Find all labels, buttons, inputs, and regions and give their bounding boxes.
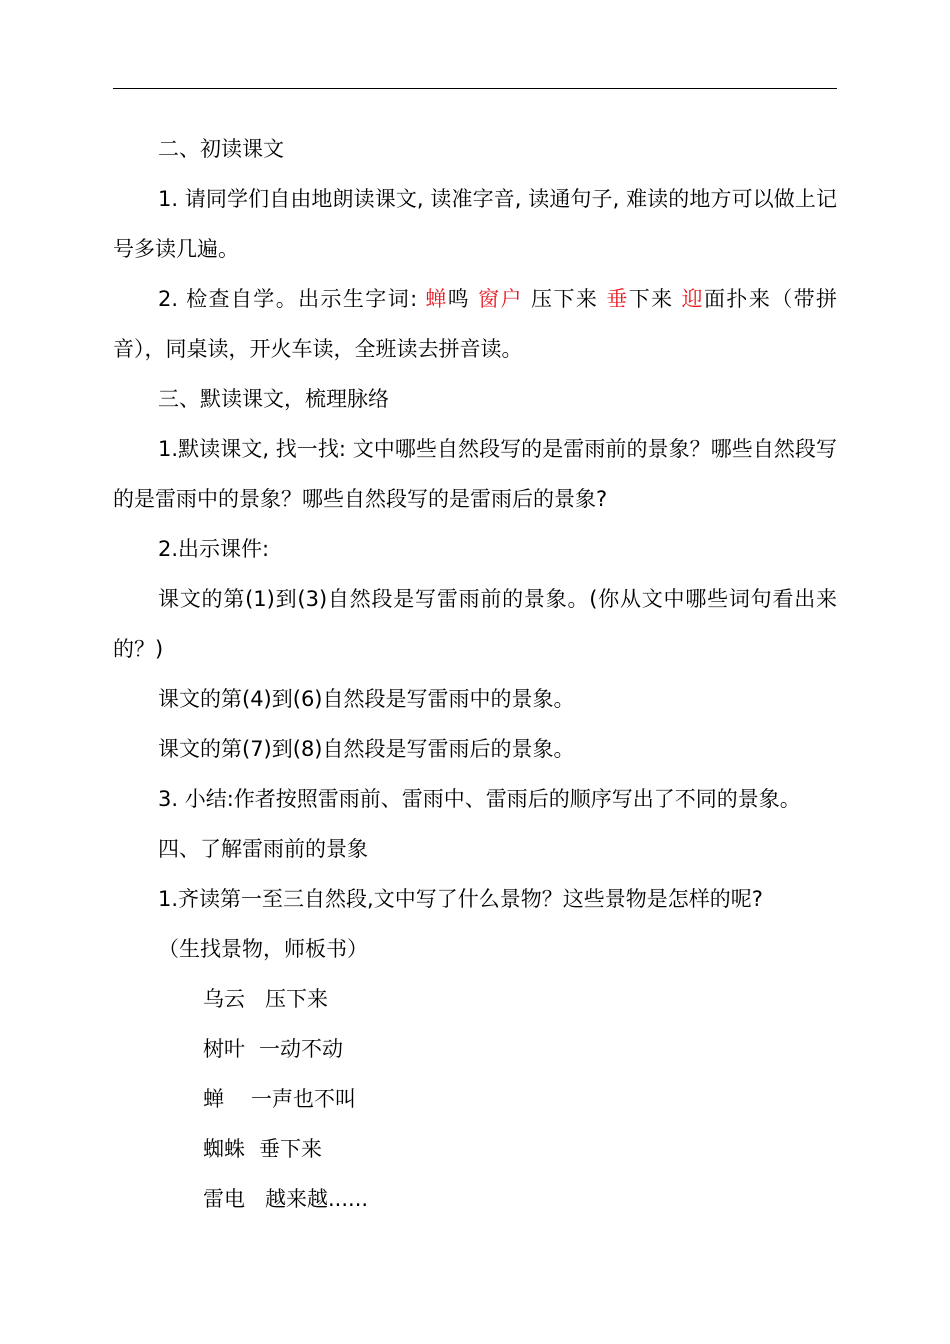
- board-item-desc: 垂下来: [259, 1137, 322, 1161]
- paragraph-vocab-check: [113, 274, 837, 374]
- paragraph-silent-read: 1.默读课文, 找一找: 文中哪些自然段写的是雷雨前的景象？哪些自然段写的是雷雨中的景象？哪些自然段写的是雷雨后的景象?: [113, 437, 837, 511]
- vocab-highlight-chan: 蝉: [425, 287, 448, 311]
- section-heading-4: 四、了解雷雨前的景象: [158, 837, 368, 861]
- board-item-noun: 蝉: [203, 1087, 224, 1111]
- paragraph-read-aloud: 1. 请同学们自由地朗读课文, 读准字音, 读通句子, 难读的地方可以做上记号多读几遍。: [113, 187, 837, 261]
- board-item: [113, 1074, 837, 1124]
- vocab-highlight-chuanghu: 窗户: [478, 287, 523, 311]
- board-item-noun: 雷电: [203, 1187, 245, 1211]
- board-item-desc: 压下来: [265, 987, 328, 1011]
- board-item-desc: 一动不动: [259, 1037, 343, 1061]
- section-heading-3: 三、默读课文，梳理脉络: [158, 387, 389, 411]
- board-item-noun: 乌云: [203, 987, 245, 1011]
- vocab-highlight-ying: 迎: [681, 287, 705, 311]
- vocab-text-rest: 面扑来（带拼音），同桌读，开火车读，全班读去拼音读。: [113, 287, 838, 361]
- board-item-noun: 树叶: [203, 1037, 245, 1061]
- board-item: [113, 974, 837, 1024]
- paragraph-before-rain: 课文的第(1)到(3)自然段是写雷雨前的景象。(你从文中哪些词句看出来的？): [113, 587, 837, 661]
- vocab-text-ming: 鸣: [447, 287, 479, 311]
- section-heading-2: 二、初读课文: [158, 137, 284, 161]
- vocab-intro: 2. 检查自学。出示生字词:: [158, 287, 426, 311]
- paragraph-read-together: 1.齐读第一至三自然段,文中写了什么景物？这些景物是怎样的呢?: [158, 887, 763, 911]
- vocab-text-xialai: 下来: [628, 287, 682, 311]
- board-item-desc: 一声也不叫: [251, 1087, 356, 1111]
- board-item-desc: 越来越......: [265, 1187, 369, 1211]
- board-item: [113, 1174, 837, 1224]
- paragraph-during-rain: 课文的第(4)到(6)自然段是写雷雨中的景象。: [158, 687, 575, 711]
- board-item: [113, 1024, 837, 1074]
- paragraph-courseware: 2.出示课件:: [158, 537, 270, 561]
- lesson-content: [113, 124, 837, 1224]
- paragraph-after-rain: 课文的第(7)到(8)自然段是写雷雨后的景象。: [158, 737, 575, 761]
- paragraph-summary: 3. 小结:作者按照雷雨前、雷雨中、雷雨后的顺序写出了不同的景象。: [158, 787, 801, 811]
- board-item: [113, 1124, 837, 1174]
- paragraph-find-scenery: （生找景物，师板书）: [158, 937, 368, 961]
- vocab-highlight-chui: 垂: [606, 287, 629, 311]
- header-rule: [113, 88, 837, 89]
- board-item-noun: 蜘蛛: [203, 1137, 245, 1161]
- vocab-text-yaxialai: 压下来: [522, 287, 607, 311]
